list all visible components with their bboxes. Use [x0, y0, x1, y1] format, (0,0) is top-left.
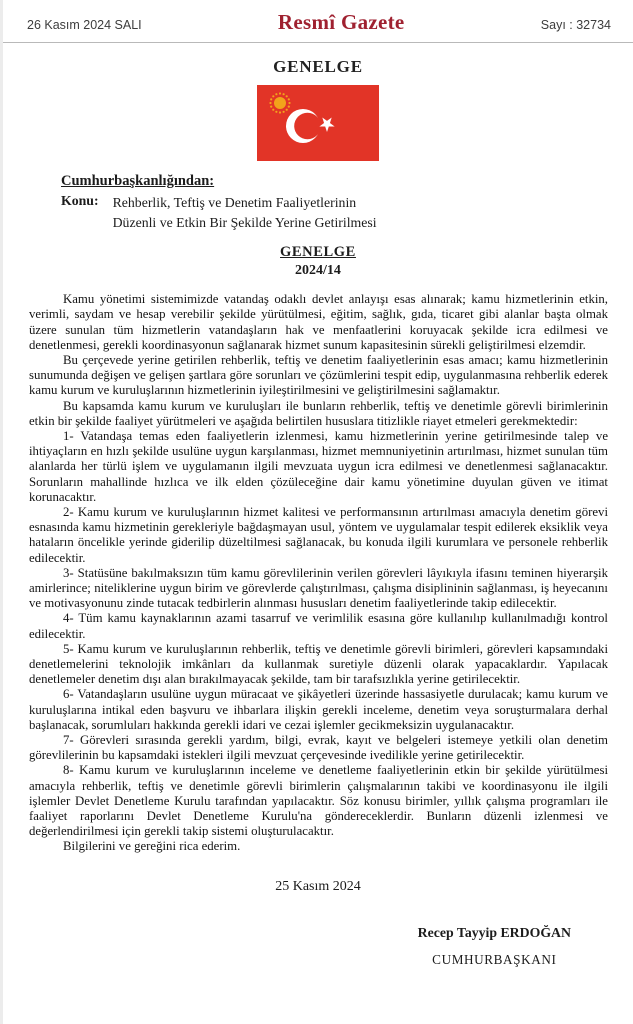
- body-paragraph: Bu çerçevede yerine getirilen rehberlik, teftiş ve denetim faaliyetlerinin esas amacı; kamu hizmetlerinin sunumunda değişen ve gelişen şartlara göre sorunları ve çözümlerini tespit edip, uygulanmasına rehberlik ederek kamu kurum ve kuruluşlarının hizmetlerinin iyileştirilmesini ve geliştirilmesini sağlamaktır.: [29, 352, 608, 398]
- masthead-date: 26 Kasım 2024 SALI: [27, 18, 142, 32]
- subject-block: [61, 193, 633, 232]
- circular-heading: GENELGE: [280, 244, 356, 261]
- body-paragraph: 2- Kamu kurum ve kuruluşlarının hizmet kalitesi ve performansının artırılması amacıyla denetim görevi esnasında kamu hizmetinin gerekleriyle bağdaşmayan usul, yöntem ve uygulamalar tespit edilerek eksiklik veya hataların öncelikle yerinde giderilip düzeltilmesi sağlanacak, bu konuda ilgili kurumlara ve personele rehberlik edilecektir.: [29, 505, 608, 565]
- subject-text: [113, 193, 377, 232]
- signature-date: 25 Kasım 2024: [275, 878, 361, 894]
- from-label: Cumhurbaşkanlığından:: [61, 173, 215, 189]
- body-paragraph: 1- Vatandaşa temas eden faaliyetlerin izlenmesi, kamu hizmetlerinin yerine getirilmesinde talep ve ihtiyaçların en hızlı şekilde usulüne uygun karşılanması, hizmet memnuniyetinin artırılması, hizmet sunulan tüm alanlarda her türlü işlem ve uygulamanın ilgili mevzuata uygun icra edilmesi ve denetlenmesi sağlanacaktır. Sorunların mahallinde hızlıca ve ilk elden çözüleceğine dair kamu yönetimine duyulan güven ve itimat korunacaktır.: [29, 428, 608, 504]
- gazette-title: Resmî Gazete: [277, 10, 405, 34]
- issue-number: Sayı : 32734: [540, 18, 611, 32]
- body-paragraph: Bilgilerini ve gereğini rica ederim.: [63, 839, 241, 854]
- subject-label: Konu:: [61, 193, 99, 208]
- subject-line: Rehberlik, Teftiş ve Denetim Faaliyetlerinin: [112, 195, 357, 210]
- signatory-name: Recep Tayyip ERDOĞAN: [417, 924, 571, 940]
- body-paragraph: 4- Tüm kamu kaynaklarının azami tasarruf ve verimlilik esasına göre kullanılıp kullanılmadığı kontrol edilecektir.: [29, 611, 608, 641]
- masthead: [3, 0, 633, 43]
- signatory-title: CUMHURBAŞKANI: [432, 951, 557, 967]
- body-paragraph: 5- Kamu kurum ve kuruluşlarının rehberlik, teftiş ve denetimle görevli birimleri, görevleri kapsamındaki denetlemelerini teknolojik imkânları da kullanmak suretiyle düzenli olarak yapacaklardır. Yapılacak denetlemeler denetim dışı alan bırakılmayacak şekilde, tam bir tarafsızlıkla yerine getirilecektir.: [29, 641, 608, 687]
- turkish-presidential-flag: [257, 85, 379, 161]
- body-paragraph: Bu kapsamda kamu kurum ve kuruluşları ile bunların rehberlik, teftiş ve denetimle görevli birimlerinin etkin bir şekilde faaliyet yürütmeleri ve aşağıda belirtilen hususlara titizlikle riayet etmeleri gerekmektedir:: [29, 398, 608, 428]
- circular-number: 2024/14: [295, 263, 341, 279]
- body-paragraph: 8- Kamu kurum ve kuruluşlarının inceleme ve denetleme faaliyetlerinin etkin bir şekilde yürütülmesi amacıyla rehberlik, teftiş ve denetimle görevli birimlerin çalışmalarının takibi ve koordinasyonu ile ilgili işlemler Devlet Denetleme Kurulu tarafından yapılacaktır. Söz konusu birimler, yıllık çalışma programları ile faaliyet raporlarını Devlet Denetleme Kurulu'na göndereceklerdir. Bunların düzenli izlenmesi ve değerlendirilmesi için gerekli takip sistemi oluşturulacaktır.: [29, 763, 608, 839]
- subject-line: Düzenli ve Etkin Bir Şekilde Yerine Getirilmesi: [112, 214, 377, 230]
- document-body: [29, 292, 608, 855]
- body-paragraph: 7- Görevleri sırasında gerekli yardım, bilgi, evrak, kayıt ve belgeleri istemeye yetkili olan denetim görevlilerinin bu kapsamdaki istekleri ilgili mevzuat çerçevesinde ivedilikle yerine getirilecektir.: [29, 733, 608, 763]
- document-type-heading: GENELGE: [273, 57, 363, 76]
- body-paragraph: 6- Vatandaşların usulüne uygun müracaat ve şikâyetleri üzerinde hassasiyetle durulacak; kamu kurum ve kuruluşlarına intikal eden başvuru ve ihbarlara ilişkin gerekli inceleme, denetim veya soruşturmalara derhal başlanacak, sorumluları hakkında gerekli idari ve cezai işlemler gecikmeksizin uygulanacaktır.: [29, 687, 608, 732]
- body-paragraph: Kamu yönetimi sistemimizde vatandaş odaklı devlet anlayışı esas alınarak; kamu hizmetlerinin etkin, verimli, saydam ve hesap verebilir şekilde yürütülmesi, eğitim, sağlık, gıda, ticaret gibi alanlar başta olmak üzere sunulan tüm hizmetlerin vatandaşların hak ve menfaatlerini koruyacak şekilde icra edilmesi ve denetlenmesi, gerekli koordinasyonun sağlanarak hizmet sunum kapasitesinin sürekli geliştirilmesi elzemdir.: [29, 292, 608, 352]
- signature-block: [418, 925, 571, 968]
- body-paragraph: 3- Statüsüne bakılmaksızın tüm kamu görevlilerinin verilen görevleri lâyıkıyla ifasını teminen hiyerarşik amirlerince; niteliklerine uygun birim ve görevlerde çalıştırılması, çalışma disiplininin sağlanması, iş heyecanını ve motivasyonunu zinde tutacak tedbirlerin alınması hususları denetim faaliyetlerinde takip edilecektir.: [29, 565, 608, 611]
